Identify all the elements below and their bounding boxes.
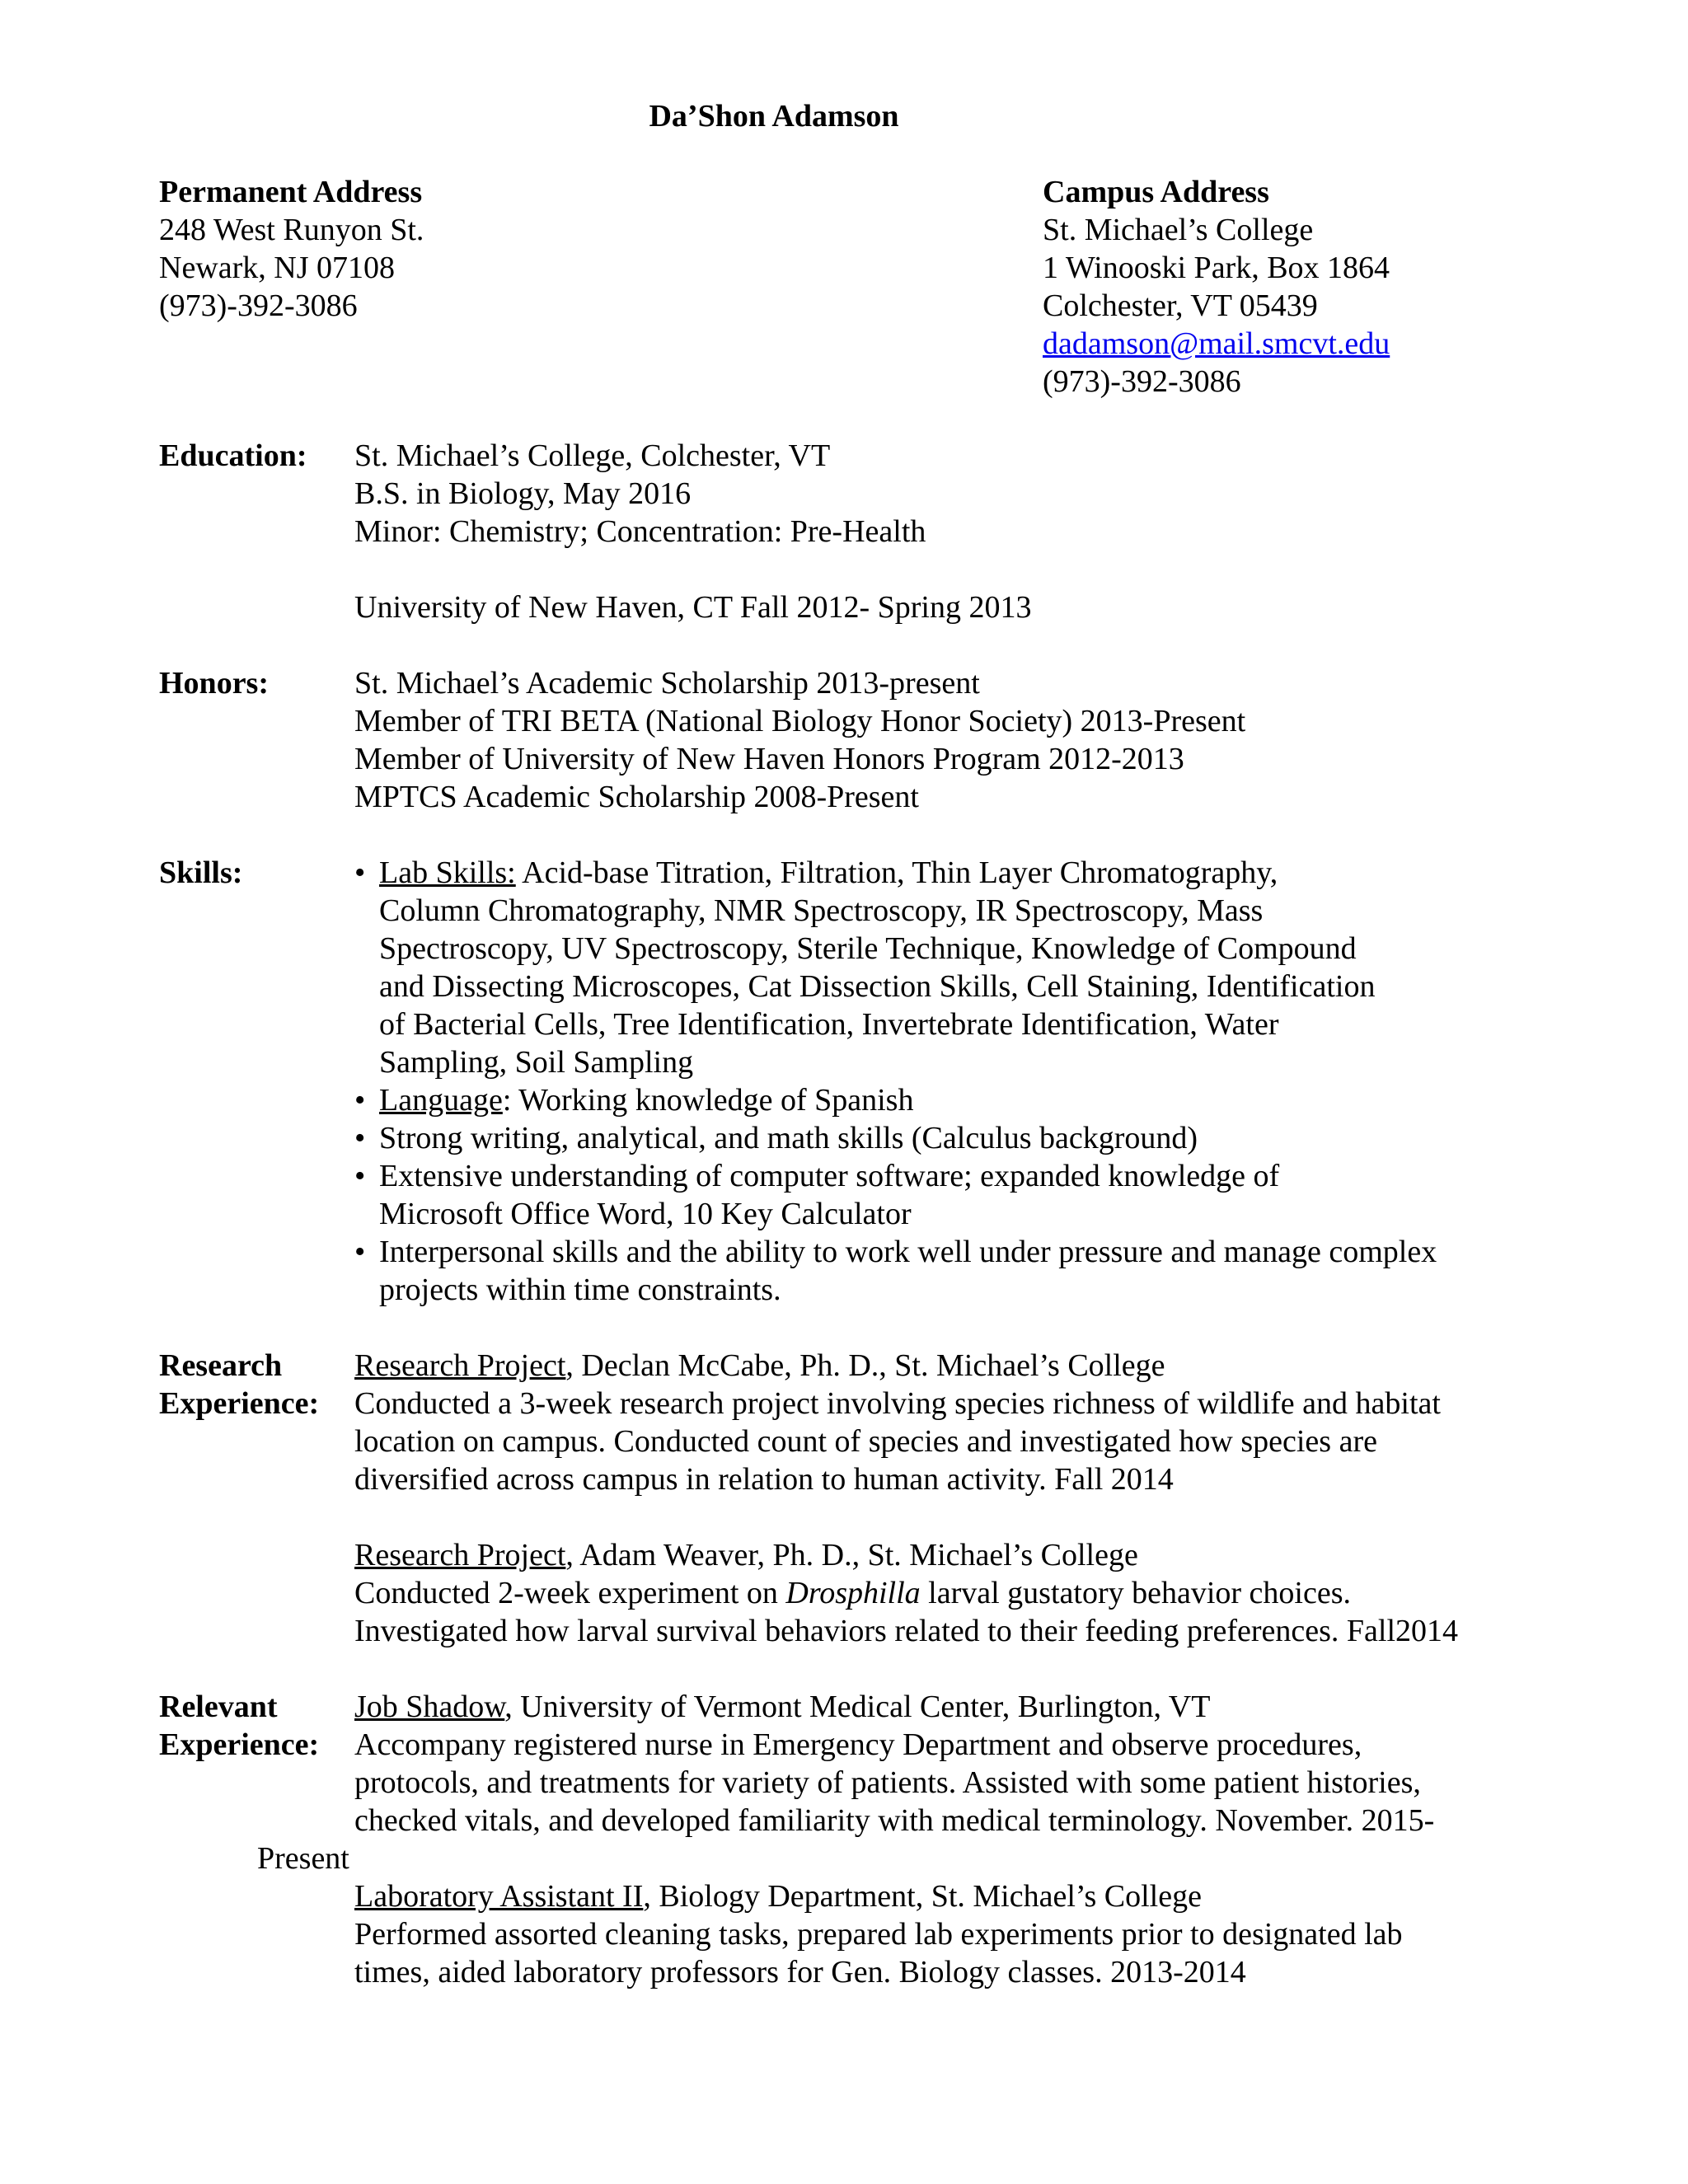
campus-address-city: Colchester, VT 05439 [1043,288,1318,323]
lab-skills-text: Sampling, Soil Sampling [379,1045,694,1080]
research-project-text: Conducted 2-week experiment on [354,1576,786,1610]
permanent-address-street: 248 West Runyon St. [159,213,424,247]
job-date-present: Present [257,1841,349,1876]
lab-skills-text: Acid-base Titration, Filtration, Thin Layer Chromatography, [515,855,1278,890]
relevant-label [159,1688,357,1764]
research-project-text: larval gustatory behavior choices. [920,1576,1351,1610]
permanent-address-phone: (973)-392-3086 [159,288,358,323]
computer-text: Extensive understanding of computer software; expanded knowledge of [379,1159,1280,1193]
job-text: protocols, and treatments for variety of patients. Assisted with some patient histories, [354,1765,1421,1800]
honors-item: Member of TRI BETA (National Biology Honor Society) 2013-Present [354,704,1246,738]
relevant-label-line2: Experience: [159,1727,320,1762]
education-line: St. Michael’s College, Colchester, VT [354,438,831,473]
writing-text: Strong writing, analytical, and math skills (Calculus background) [379,1121,1198,1155]
skills-bullet-computer [354,1157,1525,1233]
campus-address-phone: (973)-392-3086 [1043,364,1241,399]
research-project-title: Research Project [354,1348,566,1383]
research-label [159,1347,357,1422]
bullet-icon: • [354,1083,366,1118]
lab-skills-text: of Bacterial Cells, Tree Identification, Invertebrate Identification, Water [379,1007,1279,1042]
resume-name-text: Da’Shon Adamson [649,99,899,134]
research-project-head: , Adam Weaver, Ph. D., St. Michael’s College [565,1538,1138,1572]
education-line: University of New Haven, CT Fall 2012- Spring 2013 [354,590,1032,625]
research-project-head: , Declan McCabe, Ph. D., St. Michael’s College [565,1348,1165,1383]
research-project-text: location on campus. Conducted count of species and investigated how species are [354,1424,1377,1459]
skills-label: Skills: [159,855,243,890]
lab-skills-text: and Dissecting Microscopes, Cat Dissection Skills, Cell Staining, Identification [379,969,1376,1004]
bullet-icon: • [354,1235,366,1269]
honors-item: Member of University of New Haven Honors Program 2012-2013 [354,742,1184,776]
species-name: Drosphilla [785,1576,921,1610]
bullet-icon: • [354,1121,366,1155]
campus-address-heading: Campus Address [1043,175,1269,209]
campus-address-box: 1 Winooski Park, Box 1864 [1043,251,1390,285]
relevant-label-line1: Relevant [159,1690,278,1724]
research-project-text: diversified across campus in relation to human activity. Fall 2014 [354,1462,1174,1497]
email-link[interactable]: dadamson@mail.smcvt.edu [1043,326,1390,361]
bullet-icon: • [354,1159,366,1193]
job-text: checked vitals, and developed familiarity with medical terminology. November. 2015- [354,1803,1435,1838]
honors-label: Honors: [159,666,269,701]
skills-bullet-writing [354,1119,1525,1157]
job-title: Laboratory Assistant II [354,1879,644,1914]
permanent-address-city: Newark, NJ 07108 [159,251,396,285]
education-line: B.S. in Biology, May 2016 [354,476,692,511]
job-head: , Biology Department, St. Michael’s College [643,1879,1202,1914]
bullet-icon: • [354,855,366,890]
job-head: , University of Vermont Medical Center, Burlington, VT [504,1690,1211,1724]
skills-bullet-interpersonal [354,1233,1525,1309]
research-label-line2: Experience: [159,1386,320,1421]
campus-address-college: St. Michael’s College [1043,213,1314,247]
lab-skills-text: Spectroscopy, UV Spectroscopy, Sterile Technique, Knowledge of Compound [379,931,1357,966]
job-text: Performed assorted cleaning tasks, prepared lab experiments prior to designated lab [354,1917,1403,1952]
campus-address [1043,173,1390,401]
education-label: Education: [159,438,307,473]
skills-bullet-language [354,1081,1525,1119]
computer-text: Microsoft Office Word, 10 Key Calculator [379,1197,912,1231]
language-text: : Working knowledge of Spanish [502,1083,914,1118]
research-project-text: Conducted a 3-week research project involving species richness of wildlife and habitat [354,1386,1441,1421]
skills-bullet-lab [354,854,1525,1081]
resume-name [0,97,1688,135]
permanent-address [159,173,424,325]
language-title: Language [379,1083,503,1118]
job-title: Job Shadow [354,1690,505,1724]
honors-item: MPTCS Academic Scholarship 2008-Present [354,780,919,814]
permanent-address-heading: Permanent Address [159,175,423,209]
lab-skills-text: Column Chromatography, NMR Spectroscopy, IR Spectroscopy, Mass [379,893,1264,928]
interpersonal-text: projects within time constraints. [379,1272,781,1307]
honors-item: St. Michael’s Academic Scholarship 2013-present [354,666,980,701]
research-label-line1: Research [159,1348,283,1383]
research-project-title: Research Project [354,1538,566,1572]
lab-skills-title: Lab Skills: [379,855,516,890]
education-line: Minor: Chemistry; Concentration: Pre-Health [354,514,926,549]
interpersonal-text: Interpersonal skills and the ability to work well under pressure and manage complex [379,1235,1437,1269]
research-project-text: Investigated how larval survival behaviors related to their feeding preferences. Fall2014 [354,1614,1459,1648]
job-text: Accompany registered nurse in Emergency Department and observe procedures, [354,1727,1362,1762]
job-text: times, aided laboratory professors for Gen. Biology classes. 2013-2014 [354,1955,1246,1990]
